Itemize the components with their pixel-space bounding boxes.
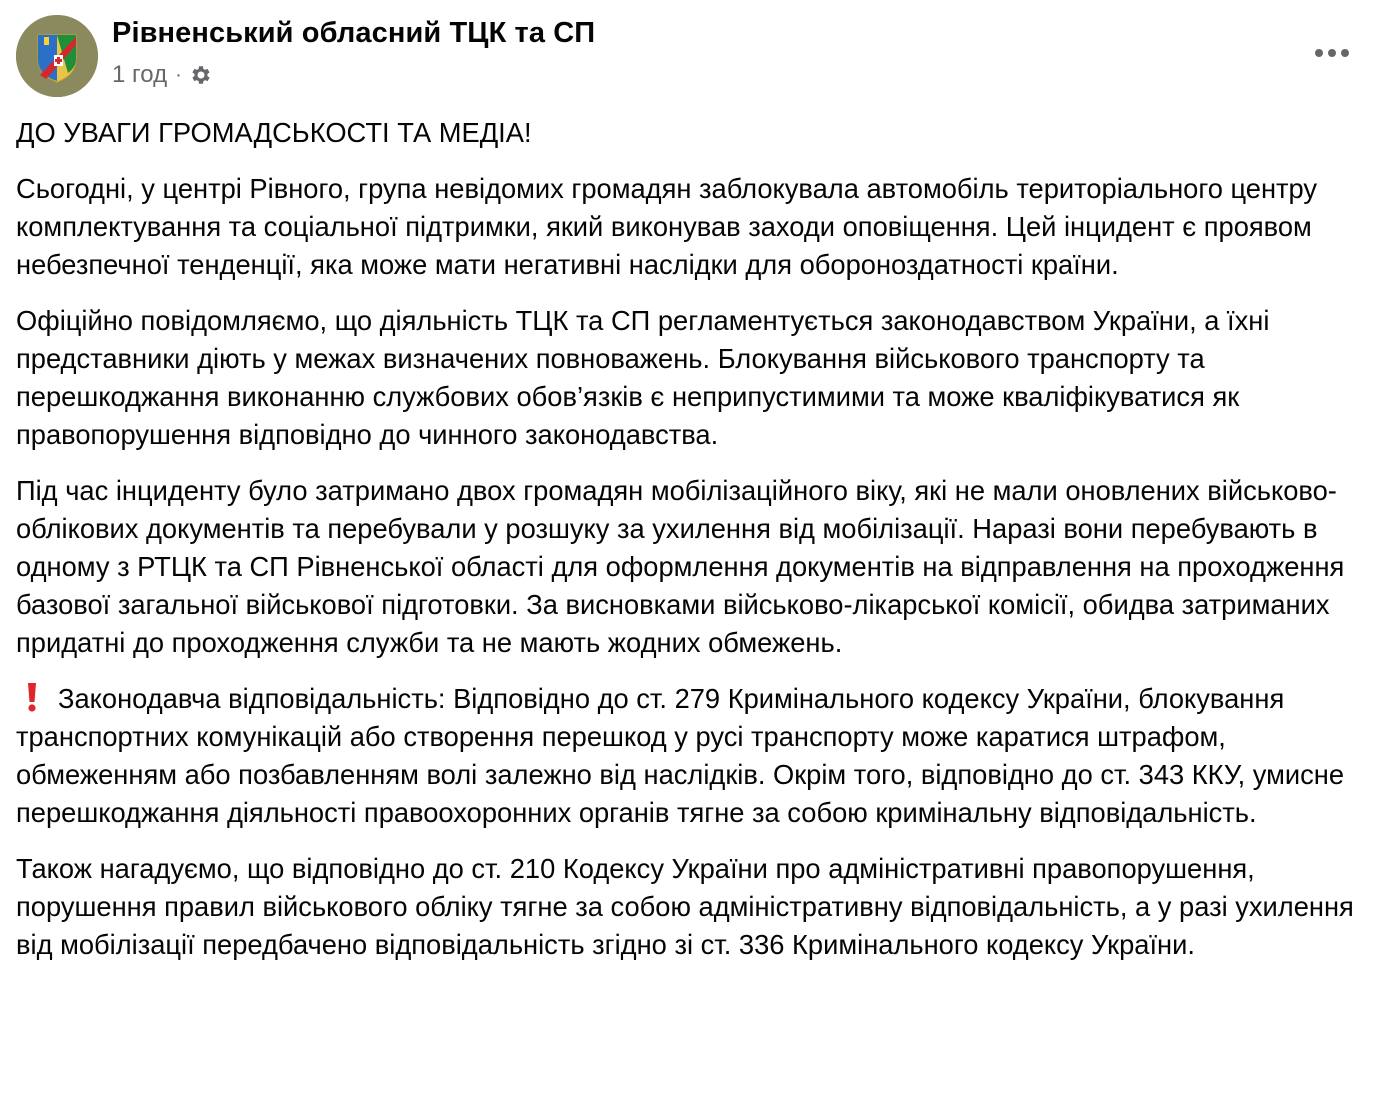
post-paragraph: Офіційно повідомляємо, що діяльність ТЦК та СП регламентується законодавством України, а їхні представники діють у межах визначених повноважень. Блокування військового транспорту та перешкоджання виконанню службових обов’язків є неприпустимими та може кваліфікуватися як правопорушення відповідно до чинного законодавства. [16, 305, 1270, 450]
post-paragraph: Також нагадуємо, що відповідно до ст. 210 Кодексу України про адміністративні правопорушення, порушення правил військового обліку тягне за собою адміністративну відповідальність, а у разі ухилення від мобілізації передбачено відповідальність згідно зі ст. 336 Кримінального кодексу України. [16, 853, 1354, 960]
post-paragraph-legal [16, 680, 1364, 832]
more-horizontal-icon [1314, 48, 1350, 58]
post-meta [112, 60, 213, 90]
meta-separator: · [175, 63, 182, 86]
red-exclamation-icon [22, 682, 42, 712]
post-paragraph: Сьогодні, у центрі Рівного, група невідомих громадян заблокувала автомобіль територіального центру комплектування та соціальної підтримки, який виконував заходи оповіщення. Цей інцидент є проявом небезпечної тенденції, яка може мати негативні наслідки для обороноздатності країни. [16, 173, 1318, 280]
post-paragraph: Під час інциденту було затримано двох громадян мобілізаційного віку, які не мали оновлених військово-облікових документів та перебували у розшуку за ухилення від мобілізації. Наразі вони перебувають в одному з РТЦК та СП Рівненської області для оформлення документів на відправлення на проходження базової загальної військової підготовки. За висновками військово-лікарської комісії, обидва затриманих придатні до проходження служби та не мають жодних обмежень. [16, 475, 1345, 658]
page-name[interactable]: Рівненський обласний ТЦК та СП [112, 17, 596, 49]
post-timestamp[interactable]: 1 год [112, 61, 168, 88]
page-avatar[interactable] [16, 15, 98, 97]
post-paragraph-heading: ДО УВАГИ ГРОМАДСЬКОСТІ ТА МЕДІА! [16, 117, 532, 148]
post-body [16, 114, 1364, 982]
legal-responsibility-text: Законодавча відповідальність: Відповідно до ст. 279 Кримінального кодексу України, блокування транспортних комунікацій або створення перешкод у русі транспорту може каратися штрафом, обмеженням або позбавленням волі залежно від наслідків. Окрім того, відповідно до ст. 343 ККУ, умисне перешкоджання діяльності правоохоронних органів тягне за собою кримінальну відповідальність. [16, 683, 1345, 828]
gear-icon[interactable] [189, 63, 213, 87]
more-options-button[interactable] [1308, 36, 1356, 70]
coat-of-arms-icon [16, 15, 98, 97]
